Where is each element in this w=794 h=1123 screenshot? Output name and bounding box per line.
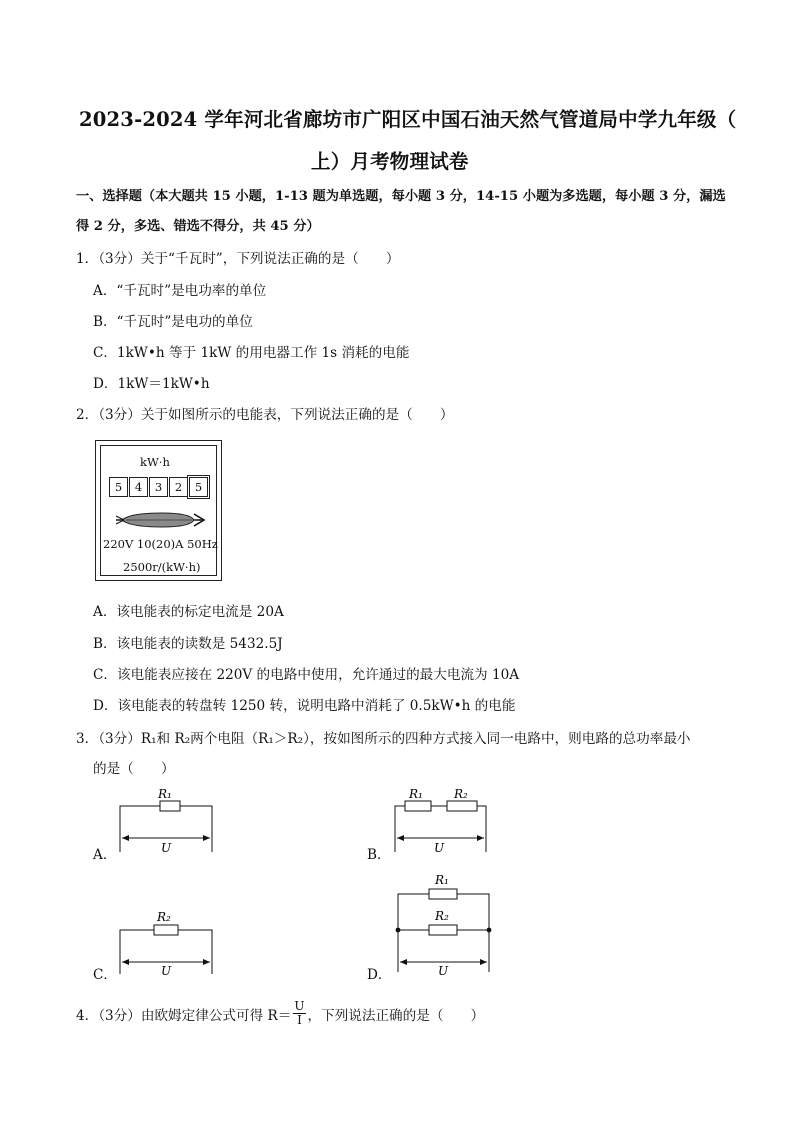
resistor-r2-label: R₂ — [454, 787, 468, 801]
meter-constant: 2500r/(kW·h) — [123, 560, 201, 574]
meter-disk-icon — [112, 509, 212, 531]
circuit-c-diagram — [112, 904, 222, 982]
question-1-option-b: B．“千瓦时”是电功的单位 — [93, 314, 253, 330]
circuit-a-diagram — [112, 782, 222, 860]
section-heading-line1: 一、选择题（本大题共 15 小题，1-13 题为单选题，每小题 3 分，14-15 小题为多选题，每小题 3 分，漏选 — [76, 189, 726, 204]
meter-digit: 3 — [149, 477, 168, 497]
question-2-option-c: C．该电能表应接在 220V 的电路中使用，允许通过的最大电流为 10A — [93, 667, 520, 683]
question-4-stem — [76, 1000, 484, 1027]
question-1-option-c: C．1kW•h 等于 1kW 的用电器工作 1s 消耗的电能 — [93, 345, 410, 361]
circuit-b-diagram — [388, 782, 498, 860]
meter-digit: 4 — [129, 477, 148, 497]
resistor-r1-label: R₁ — [409, 787, 423, 801]
question-3-stem-line1: 3．（3分）R₁和 R₂两个电阻（R₁＞R₂），按如图所示的四种方式接入同一电路中，则电路的总功率最小 — [76, 731, 691, 747]
meter-digit-decimal: 5 — [189, 477, 208, 497]
circuit-c-label: C． — [93, 967, 117, 983]
question-2-option-b: B．该电能表的读数是 5432.5J — [93, 636, 283, 652]
paper-title-line2: 上）月考物理试卷 — [311, 150, 469, 173]
meter-unit: kW·h — [140, 455, 170, 469]
question-2-stem: 2．（3分）关于如图所示的电能表，下列说法正确的是（ ） — [76, 407, 454, 423]
question-2-option-a: A．该电能表的标定电流是 20A — [93, 604, 284, 620]
resistor-r1-label: R₁ — [435, 873, 449, 887]
voltage-u-label: U — [161, 841, 172, 855]
voltage-u-label: U — [434, 841, 445, 855]
fraction-denominator: I — [297, 1013, 302, 1027]
question-3-stem-line2: 的是（ ） — [93, 761, 175, 777]
circuit-d-diagram — [388, 868, 498, 980]
circuit-b-label: B． — [367, 847, 391, 863]
voltage-u-label: U — [438, 964, 449, 978]
fraction-numerator: U — [294, 999, 305, 1013]
meter-digit: 2 — [169, 477, 188, 497]
paper-title-line1: 2023-2024 学年河北省廊坊市广阳区中国石油天然气管道局中学九年级（ — [79, 108, 737, 131]
resistor-r2-label: R₂ — [157, 910, 171, 924]
ohm-fraction — [293, 1000, 305, 1027]
question-1-option-a: A．“千瓦时”是电功率的单位 — [93, 283, 267, 299]
resistor-r2-label: R₂ — [435, 909, 449, 923]
meter-rating: 220V 10(20)A 50Hz — [103, 537, 218, 551]
question-2-option-d: D．该电能表的转盘转 1250 转，说明电路中消耗了 0.5kW•h 的电能 — [93, 698, 516, 714]
voltage-u-label: U — [161, 964, 172, 978]
question-1-option-d: D．1kW＝1kW•h — [93, 376, 210, 392]
question-4-stem-suffix: ，下列说法正确的是（ ） — [307, 1007, 485, 1024]
meter-digit: 5 — [109, 477, 128, 497]
circuit-d-label: D． — [367, 967, 392, 983]
resistor-r1-label: R₁ — [158, 787, 172, 801]
section-heading-line2: 得 2 分，多选、错选不得分，共 45 分） — [76, 219, 320, 234]
question-1-stem: 1．（3分）关于“千瓦时”，下列说法正确的是（ ） — [76, 251, 400, 267]
question-4-stem-prefix: 4．（3分）由欧姆定律公式可得 R＝ — [76, 1007, 292, 1024]
circuit-a-label: A． — [93, 847, 117, 863]
